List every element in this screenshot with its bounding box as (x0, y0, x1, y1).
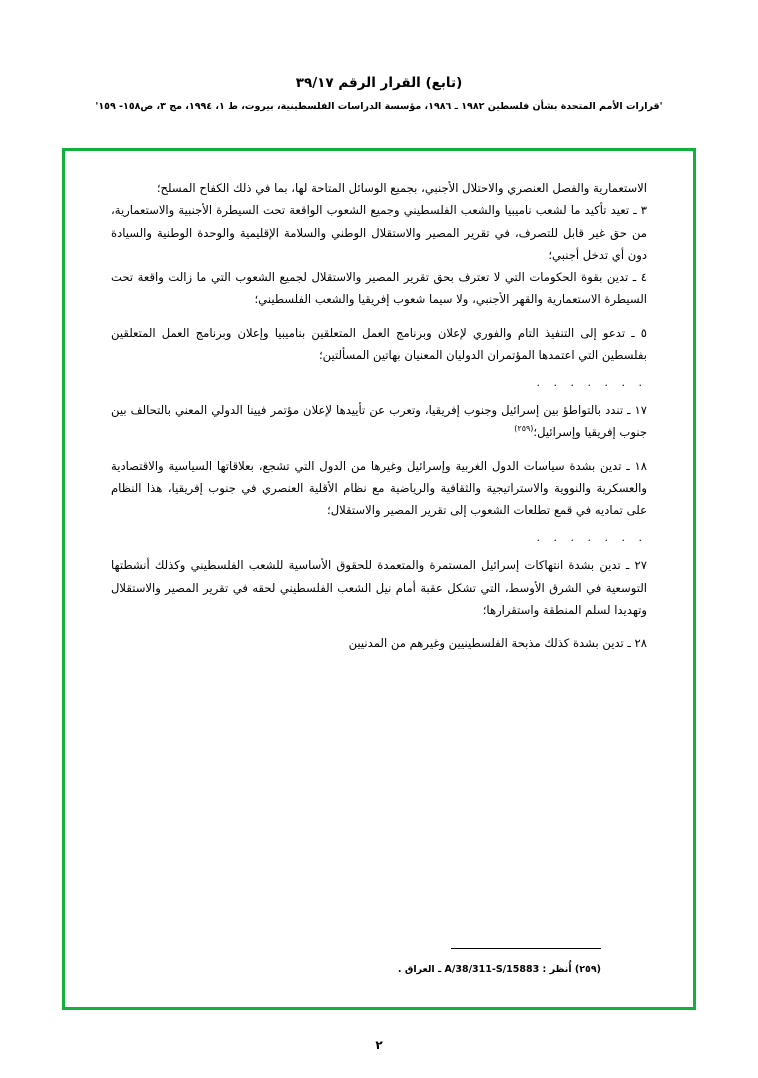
paragraph-4: ٤ ـ تدين بقوة الحكومات التي لا تعترف بحق تقرير المصير والاستقلال لجميع الشعوب التي ما زالت واقعة تحت السيطرة الاستعمارية والقهر الأجنبي، ولا سيما شعوب إفريقيا والشعب الفلسطيني؛ (111, 270, 647, 307)
paragraph-3: ٣ ـ تعيد تأكيد ما لشعب ناميبيا والشعب الفلسطيني وجميع الشعوب الواقعة تحت السيطرة الأجنبية والاستعمارية، من حق غير قابل للتصرف، في تقرير المصير والاستقلال الوطني والسلامة الإقليمية والوحدة الوطنية والسيادة دون أي تدخل أجنبي؛ (111, 203, 647, 262)
source-citation: 'قرارات الأمم المتحدة بشأن فلسطين ١٩٨٢ ـ ١٩٨٦، مؤسسة الدراسات الفلسطينية، بيروت، ط ١، ١٩٩٤، مج ٣، ص١٥٨- ١٥٩' (95, 100, 663, 112)
paragraph-continued: الاستعمارية والفصل العنصري والاحتلال الأجنبي، بجميع الوسائل المتاحة لها، بما في ذلك الكفاح المسلح؛ (156, 181, 647, 195)
section-separator-1: . . . . . . . (536, 376, 647, 389)
footnote-divider (451, 948, 601, 949)
paragraph-17 (111, 399, 647, 444)
footnote (157, 964, 601, 975)
section-separator-2: . . . . . . . (536, 531, 647, 545)
footnote-text: أُنظر : A/38/311-S/15883 ـ العراق . (397, 964, 572, 975)
footnote-number: (٢٥٩) (574, 964, 601, 975)
page-title: (تابع) القرار الرقم ٣٩/١٧ (295, 75, 463, 91)
paragraph-5: ٥ ـ تدعو إلى التنفيذ التام والفوري لإعلان وبرنامج العمل المتعلقين بناميبيا وإعلان وبرنامج العمل المتعلقين بفلسطين التي اعتمدها المؤتمران الدوليان المعنيان بهاتين المسألتين؛ (111, 325, 647, 362)
content-body (111, 177, 647, 997)
paragraph-17-text: ١٧ ـ تندد بالتواطؤ بين إسرائيل وجنوب إفريقيا، وتعرب عن تأييدها لإعلان مؤتمر فيينا الدولي المعني بالتحالف بين جنوب إفريقيا وإسرائيل؛ (111, 403, 647, 440)
resolution-text (111, 177, 647, 654)
paragraph-28: ٢٨ ـ تدين بشدة كذلك مذبحة الفلسطينيين وغيرهم من المدنيين (348, 636, 647, 651)
footnote-ref-259: (٢٥٩) (514, 424, 534, 434)
paragraph-18: ١٨ ـ تدين بشدة سياسات الدول الغربية وإسرائيل وغيرها من الدول التي تشجع، بعلاقاتها السياسية والاقتصادية والعسكرية والنووية والاستراتيجية والثقافية والرياضية مع نظام الأقلية العنصري في جنوب إفريقيا، هذا النظام على تماديه في قمع تطلعات الشعوب إلى تقرير المصير والاستقلال؛ (111, 458, 647, 518)
paragraph-27: ٢٧ ـ تدين بشدة انتهاكات إسرائيل المستمرة والمتعمدة للحقوق الأساسية للشعب الفلسطيني وكذلك أنشطتها التوسعية في الشرق الأوسط، التي تشكل عقبة أمام نيل الشعب الفلسطيني لحقه في تقرير المصير والاستقلال وتهديدا لسلم المنطقة واستقرارها؛ (111, 558, 647, 617)
content-frame (62, 148, 696, 1010)
page-number: ٢ (375, 1038, 383, 1052)
page-header (0, 74, 758, 114)
